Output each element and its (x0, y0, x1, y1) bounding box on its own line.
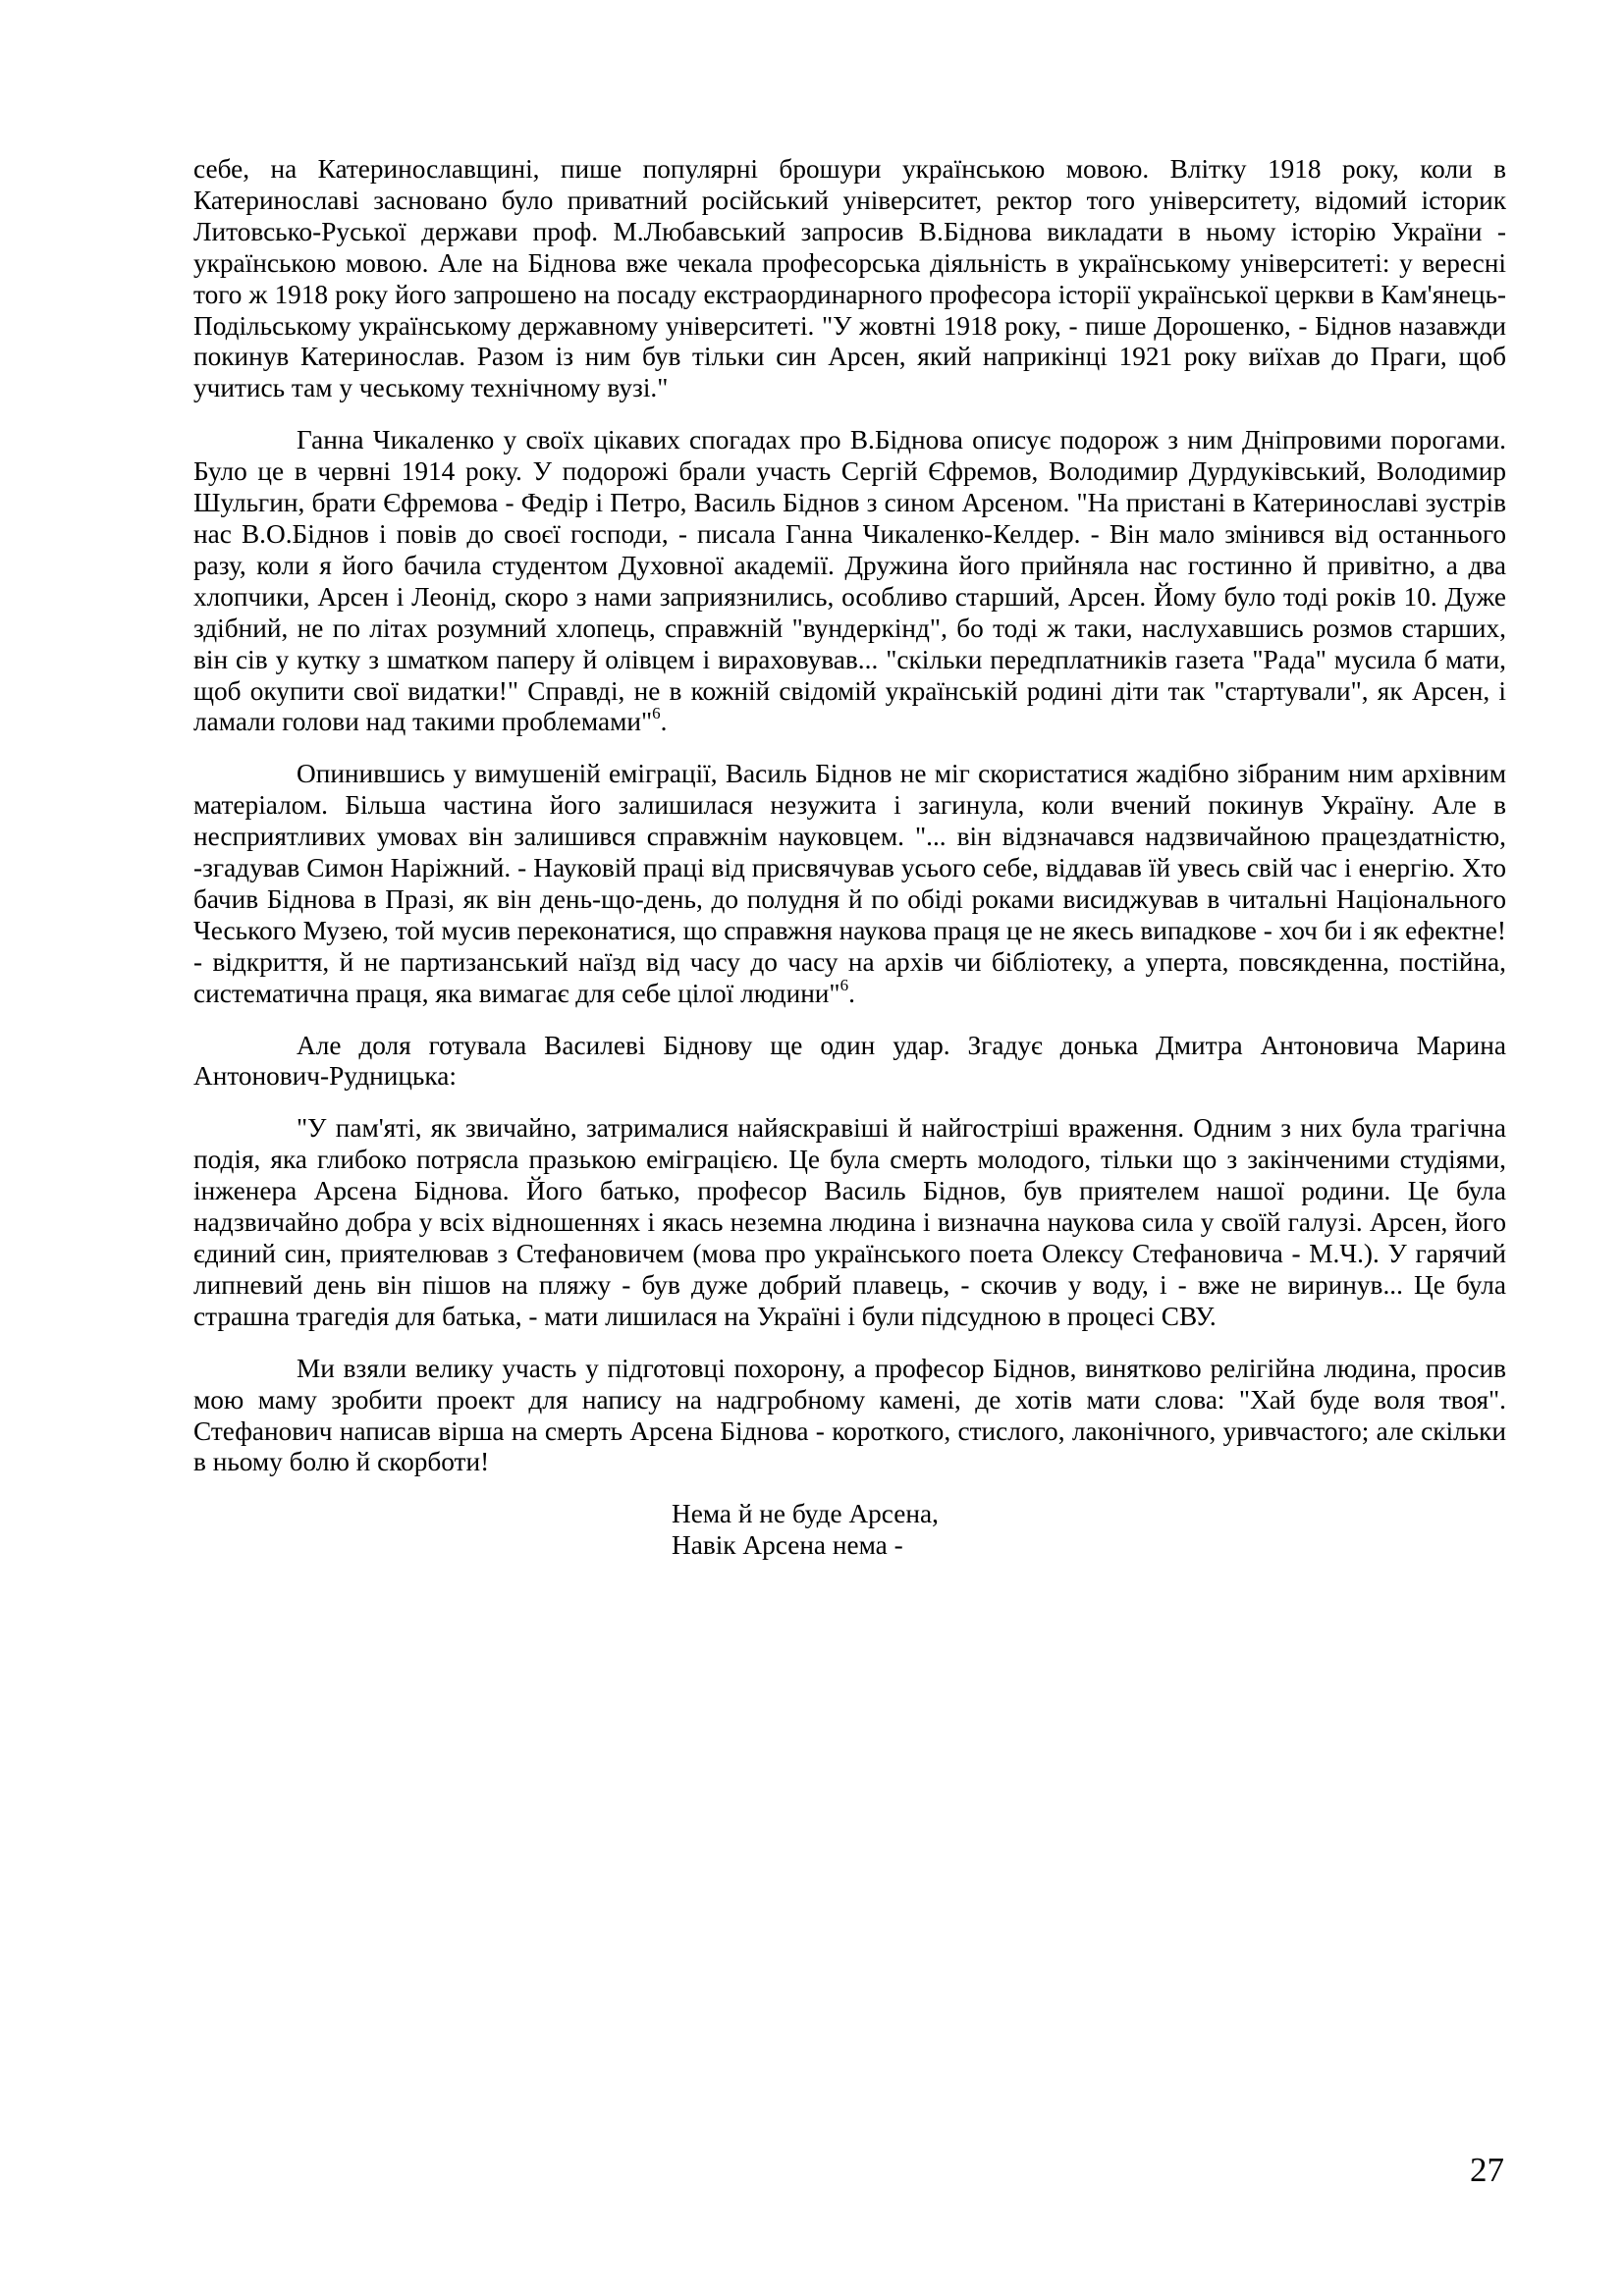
paragraph-4 (193, 1031, 1506, 1094)
paragraph-text: "У пам'яті, як звичайно, затрималися найяскравіші й найгостріші враження. Одним з них була трагічна подія, яка глибоко потрясла празькою еміграцією. Це була смерть молодого, тільки що з закінченими студіями, інженера Арсена Біднова. Його батько, професор Василь Біднов, був приятелем нашої родини. Це була надзвичайно добра у всіх відношеннях і якась неземна людина і визначна наукова сила у своїй галузі. Арсен, його єдиний син, приятелював з Стефановичем (мова про українського поета Олексу Стефановича - М.Ч.). У гарячий липневий день він пішов на пляжу - був дуже добрий плавець, - скочив у воду, і - вже не виринув... Це була страшна трагедія для батька, - мати лишилася на Україні і були підсудною в процесі СВУ. (193, 1113, 1506, 1331)
page-number: 27 (1470, 2151, 1504, 2189)
footnote-trailing-punctuation: . (660, 707, 668, 737)
footnote-marker[interactable]: 6 (839, 975, 849, 994)
poem-line-1: Нема й не буде Арсена, (672, 1499, 939, 1529)
poem-excerpt (193, 1499, 1506, 1562)
paragraph-text: Ганна Чикаленко у своїх цікавих спогадах про В.Біднова описує подорож з ним Дніпровими порогами. Було це в червні 1914 року. У подорожі брали участь Сергій Єфремов, Володимир Дурдуківський, Володимир Шульгин, брати Єфремова - Федір і Петро, Василь Біднов з сином Арсеном. "На пристані в Катеринославі зустрів нас В.О.Біднов і повів до своєї господи, - писала Ганна Чикаленко-Келдер. - Він мало змінився від останнього разу, коли я його бачила студентом Духовної академії. Дружина його прийняла нас гостинно й привітно, а два хлопчики, Арсен і Леонід, скоро з нами заприязнились, особливо старший, Арсен. Йому було тоді років 10. Дуже здібний, не по літах розумний хлопець, справжній "вундеркінд", бо тоді ж таки, наслухавшись розмов старших, він сів у кутку з шматком паперу й олівцем і вираховував... "скільки передплатників газета "Рада" мусила б мати, щоб окупити свої видатки!" Справді, не в кожній свідомій українській родині діти так "стартували", як Арсен, і ламали голови над такими проблемами" (193, 425, 1506, 737)
paragraph-text: Ми взяли велику участь у підготовці похорону, а професор Біднов, винятково релігійна людина, просив мою маму зробити проект для напису на надгробному камені, де хотів мати слова: "Хай буде воля твоя". Стефанович написав вірша на смерть Арсена Біднова - короткого, стислого, лаконічного, уривчастого; але скільки в ньому болю й скорботи! (193, 1353, 1506, 1477)
paragraph-text: себе, на Катеринославщині, пише популярні брошури українською мовою. Влітку 1918 року, коли в Катеринославі засновано було приватний російський університет, ректор того університету, відомий історик Литовсько-Руської держави проф. М.Любавський запросив В.Біднова викладати в ньому історію України - українською мовою. Але на Біднова вже чекала професорська діяльність в українському університеті: у вересні того ж 1918 року його запрошено на посаду екстраординарного професора історії української церкви в Кам'янець-Подільському українському державному університеті. "У жовтні 1918 року, - пише Дорошенко, - Біднов назавжди покинув Катеринослав. Разом із ним був тільки син Арсен, який наприкінці 1921 року виїхав до Праги, щоб учитись там у чеському технічному вузі." (193, 154, 1506, 403)
quote-paragraph-2 (193, 1354, 1506, 1479)
document-page (193, 154, 1506, 1562)
paragraph-3 (193, 759, 1506, 1009)
paragraph-text: Але доля готувала Василеві Біднову ще один удар. Згадує донька Дмитра Антоновича Марина Антонович-Рудницька: (193, 1030, 1506, 1092)
footnote-trailing-punctuation: . (848, 978, 855, 1008)
footnote-marker[interactable]: 6 (652, 704, 661, 723)
quote-paragraph-1 (193, 1113, 1506, 1332)
poem-line-2: Навік Арсена нема - (672, 1530, 903, 1561)
paragraph-2 (193, 425, 1506, 738)
paragraph-1 (193, 154, 1506, 404)
paragraph-text: Опинившись у вимушеній еміграції, Василь Біднов не міг скористатися жадібно зібраним ним архівним матеріалом. Більша частина його залишилася незужита і загинула, коли вчений покинув Україну. Але в несприятливих умовах він залишився справжнім науковцем. "... він відзначався надзвичайною працездатністю, -згадував Симон Наріжний. - Науковій праці від присвячував усього себе, віддавав їй увесь свій час і енергію. Хто бачив Біднова в Празі, як він день-що-день, до полудня й по обіді роками висиджував в читальні Національного Чеського Музею, той мусив переконатися, що справжня наукова праця це не якесь випадкове - хоч би і як ефектне! - відкриття, й не партизанський наїзд від часу до часу на архів чи бібліотеку, а уперта, повсякденна, постійна, систематична праця, яка вимагає для себе цілої людини" (193, 759, 1506, 1008)
